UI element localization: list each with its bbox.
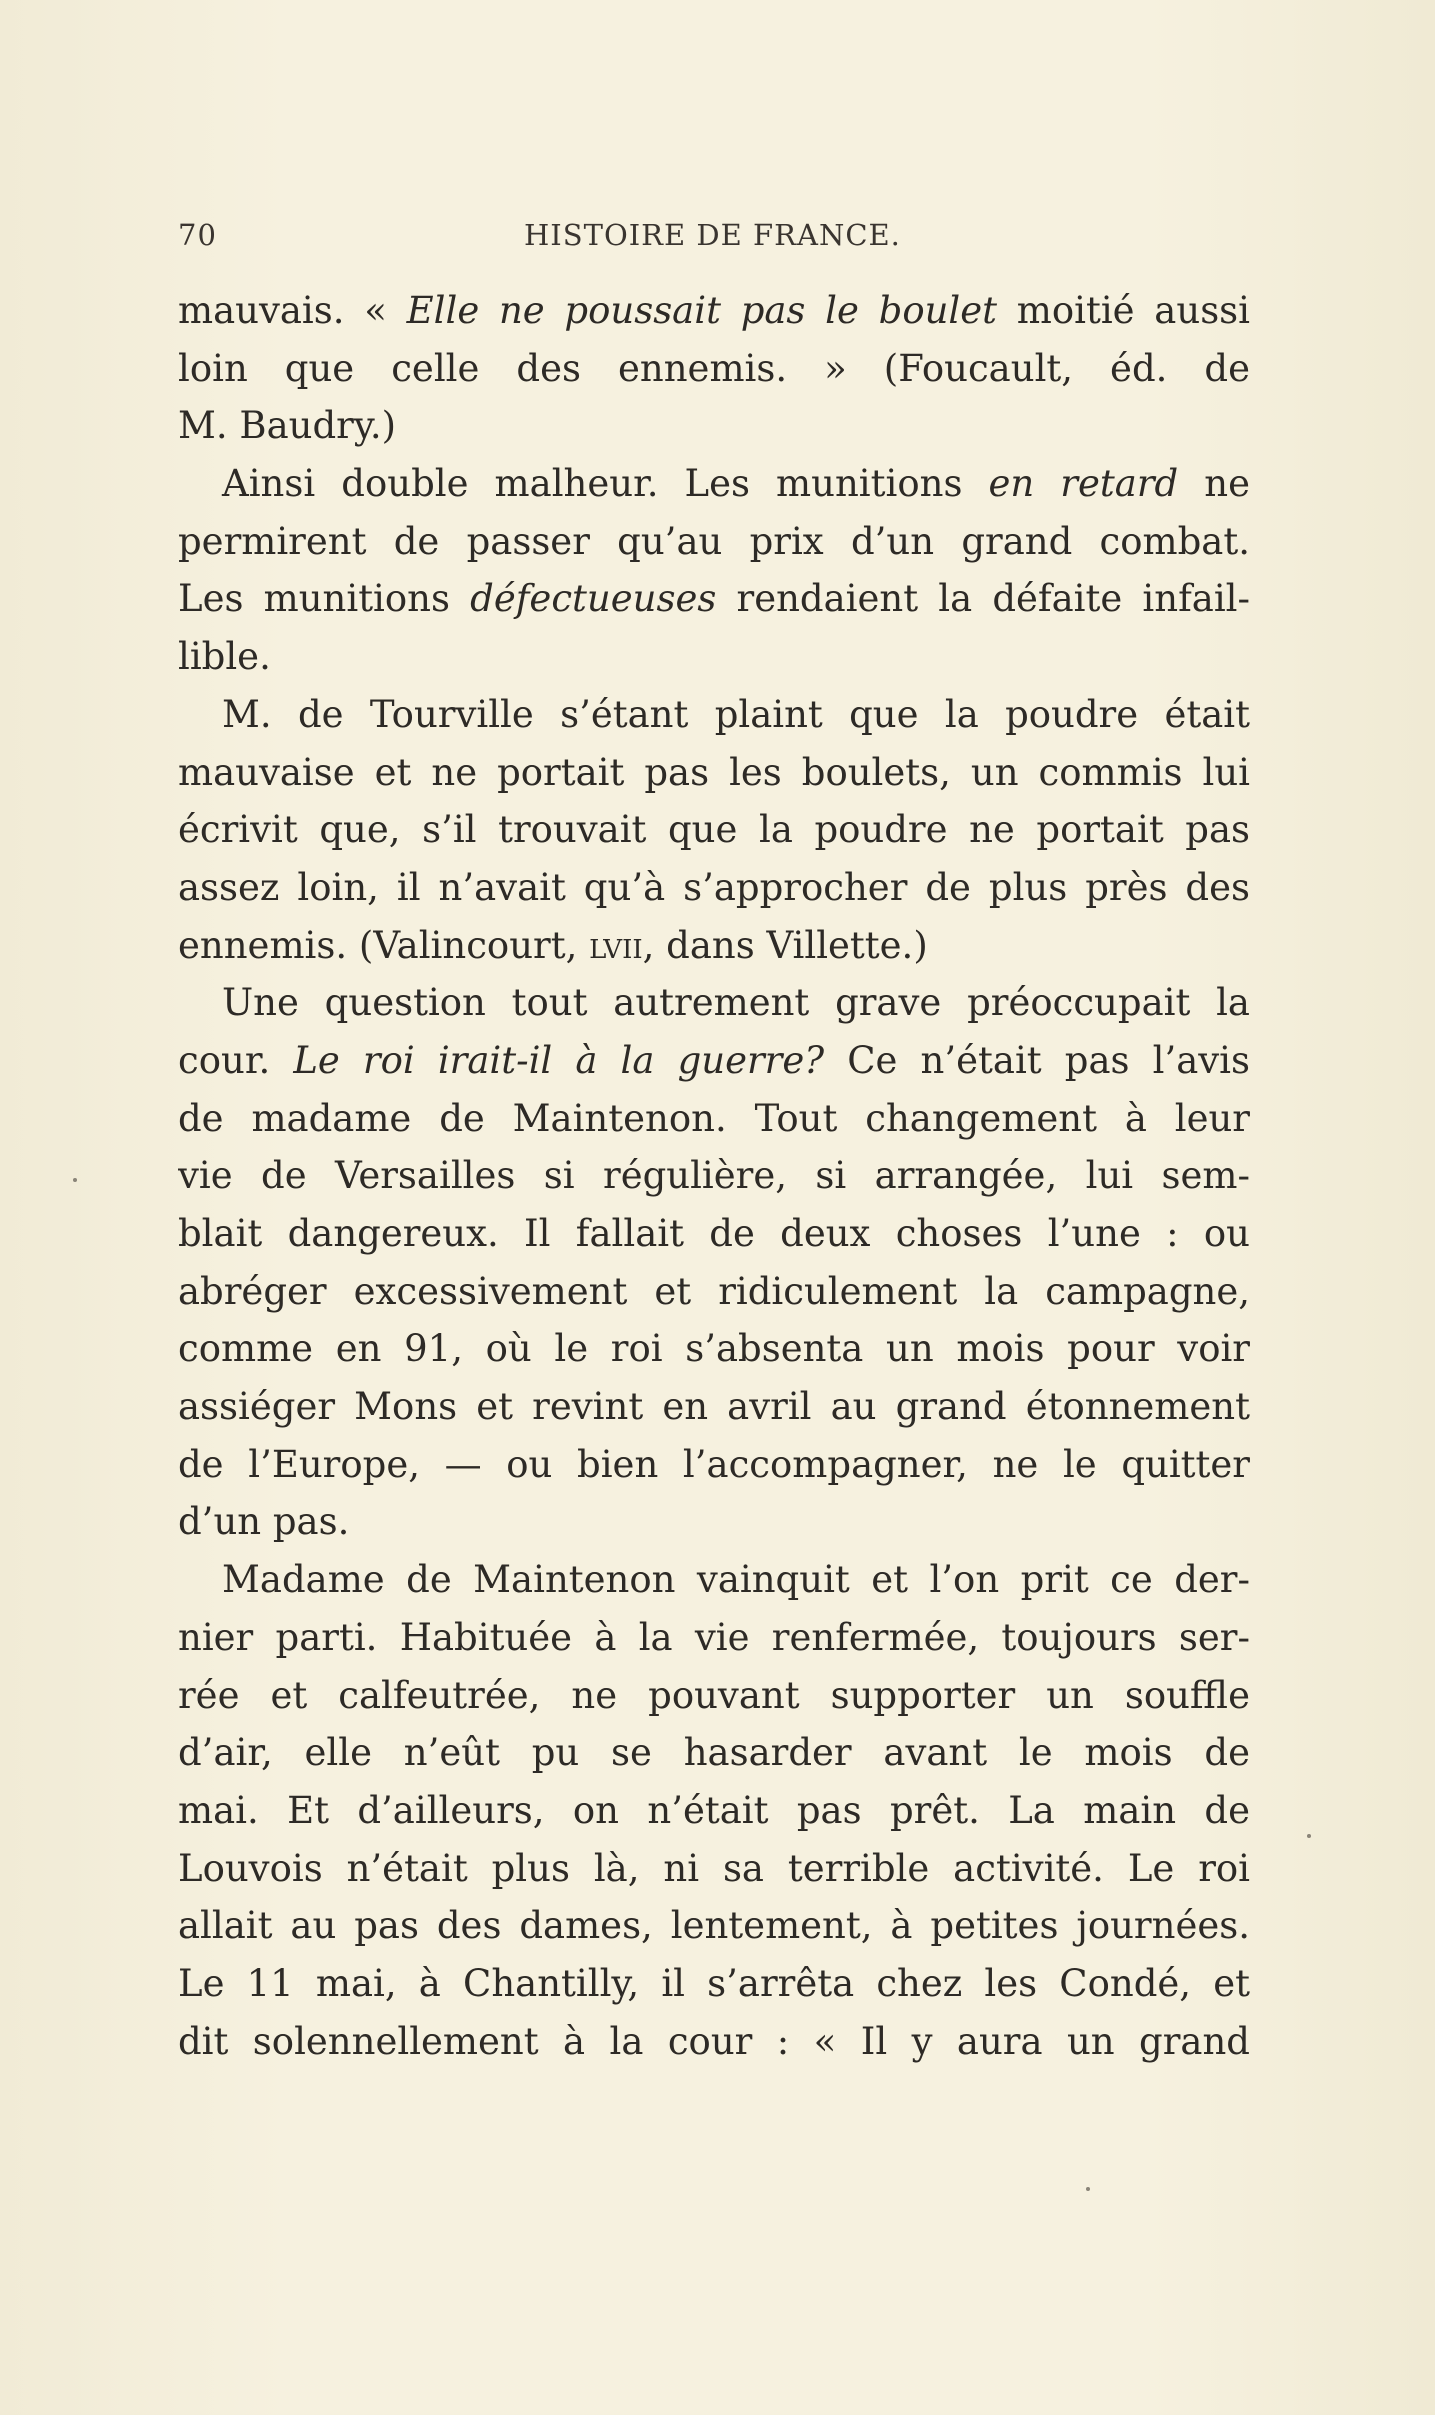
text-line — [178, 1320, 1250, 1378]
text-segment: abréger excessivement et ridiculement la campagne, — [178, 1269, 1250, 1313]
text-line — [178, 570, 1250, 628]
text-line — [178, 2013, 1250, 2071]
text-line — [178, 340, 1250, 398]
text-segment: dit solennellement à la cour : « Il y aura un grand — [178, 2019, 1250, 2063]
text-segment: de l’Europe, — ou bien l’accompagner, ne le quitter — [178, 1442, 1250, 1486]
text-line — [178, 801, 1250, 859]
text-line — [178, 917, 1250, 975]
text-line — [178, 1032, 1250, 1090]
text-segment: comme en 91, où le roi s’absenta un mois pour voir — [178, 1327, 1250, 1371]
text-line — [178, 1724, 1250, 1782]
text-segment: Une question tout autrement grave préoccupait la — [222, 981, 1250, 1025]
speck — [1307, 1834, 1311, 1838]
text-segment: M. Baudry.) — [178, 404, 397, 448]
text-segment: moitié aussi — [997, 289, 1250, 332]
italic-text: Elle ne poussait pas le boulet — [406, 289, 998, 332]
text-line — [178, 1782, 1250, 1840]
text-segment: vie de Versailles si régulière, si arrangée, lui sem- — [178, 1154, 1250, 1198]
text-line — [178, 1147, 1250, 1205]
text-segment: d’air, elle n’eût pu se hasarder avant le mois de — [178, 1731, 1250, 1775]
running-title: HISTOIRE DE FRANCE. — [524, 218, 901, 252]
italic-text: Le roi irait-il à la guerre? — [293, 1038, 825, 1082]
text-line — [178, 1551, 1250, 1609]
text-segment: Ce n’était pas l’avis — [824, 1038, 1250, 1082]
text-segment: assiéger Mons et revint en avril au grand étonnement — [178, 1385, 1250, 1429]
text-segment: écrivit que, s’il trouvait que la poudre ne portait pas — [178, 808, 1250, 852]
body-text — [178, 282, 1250, 2070]
text-segment: Louvois n’était plus là, ni sa terrible activité. Le roi — [178, 1846, 1250, 1890]
text-segment: rée et calfeutrée, ne pouvant supporter un souffle — [178, 1673, 1250, 1717]
text-line — [178, 686, 1250, 744]
speck — [73, 1178, 77, 1182]
text-line — [178, 1609, 1250, 1667]
text-segment: M. de Tourville s’étant plaint que la poudre était — [222, 692, 1250, 736]
text-line — [178, 1840, 1250, 1898]
text-segment: Le 11 mai, à Chantilly, il s’arrêta chez les Condé, et — [178, 1961, 1250, 2005]
text-segment: , dans Villette.) — [642, 923, 928, 967]
text-line — [178, 1090, 1250, 1148]
text-segment: mauvaise et ne portait pas les boulets, un commis lui — [178, 750, 1250, 794]
text-segment: mai. Et d’ailleurs, on n’était pas prêt. La main de — [178, 1788, 1250, 1832]
text-line — [178, 628, 1250, 686]
text-line — [178, 859, 1250, 917]
text-segment: de madame de Maintenon. Tout changement à leur — [178, 1096, 1250, 1140]
text-segment: blait dangereux. Il fallait de deux choses l’une : ou — [178, 1212, 1250, 1255]
text-segment: ne — [1178, 462, 1250, 506]
page-number: 70 — [178, 218, 217, 252]
text-line — [178, 1263, 1250, 1321]
text-line — [178, 1493, 1250, 1551]
text-segment: assez loin, il n’avait qu’à s’approcher de plus près des — [178, 865, 1250, 909]
text-line — [178, 1436, 1250, 1494]
text-line — [178, 974, 1250, 1032]
text-line — [178, 282, 1250, 340]
text-line — [178, 397, 1250, 455]
text-segment: nier parti. Habituée à la vie renfermée, toujours ser- — [178, 1615, 1250, 1659]
italic-text: en retard — [988, 462, 1179, 506]
text-segment: permirent de passer qu’au prix d’un grand combat. — [178, 519, 1250, 563]
text-segment: rendaient la défaite infail- — [716, 577, 1250, 621]
page-header — [178, 218, 1278, 262]
text-segment: Ainsi double malheur. Les munitions — [222, 462, 989, 506]
text-segment: mauvais. « — [178, 289, 407, 332]
speck — [1086, 2187, 1090, 2191]
text-segment: loin que celle des ennemis. » (Foucault, éd. de — [178, 346, 1250, 390]
text-segment: ennemis. (Valincourt, — [178, 923, 590, 967]
text-line — [178, 513, 1250, 571]
text-line — [178, 1897, 1250, 1955]
text-segment: cour. — [178, 1038, 294, 1082]
text-segment: allait au pas des dames, lentement, à petites journées. — [178, 1904, 1250, 1948]
italic-text: défectueuses — [470, 577, 717, 621]
text-line — [178, 1205, 1250, 1263]
text-segment: lible. — [178, 635, 271, 679]
text-line — [178, 455, 1250, 513]
text-segment: Les munitions — [178, 577, 471, 621]
small-caps-text: lvii — [589, 923, 643, 967]
text-line — [178, 1667, 1250, 1725]
text-segment: Madame de Maintenon vainquit et l’on prit ce der- — [222, 1558, 1250, 1602]
text-line — [178, 1378, 1250, 1436]
text-segment: d’un pas. — [178, 1500, 350, 1544]
text-line — [178, 744, 1250, 802]
text-line — [178, 1955, 1250, 2013]
